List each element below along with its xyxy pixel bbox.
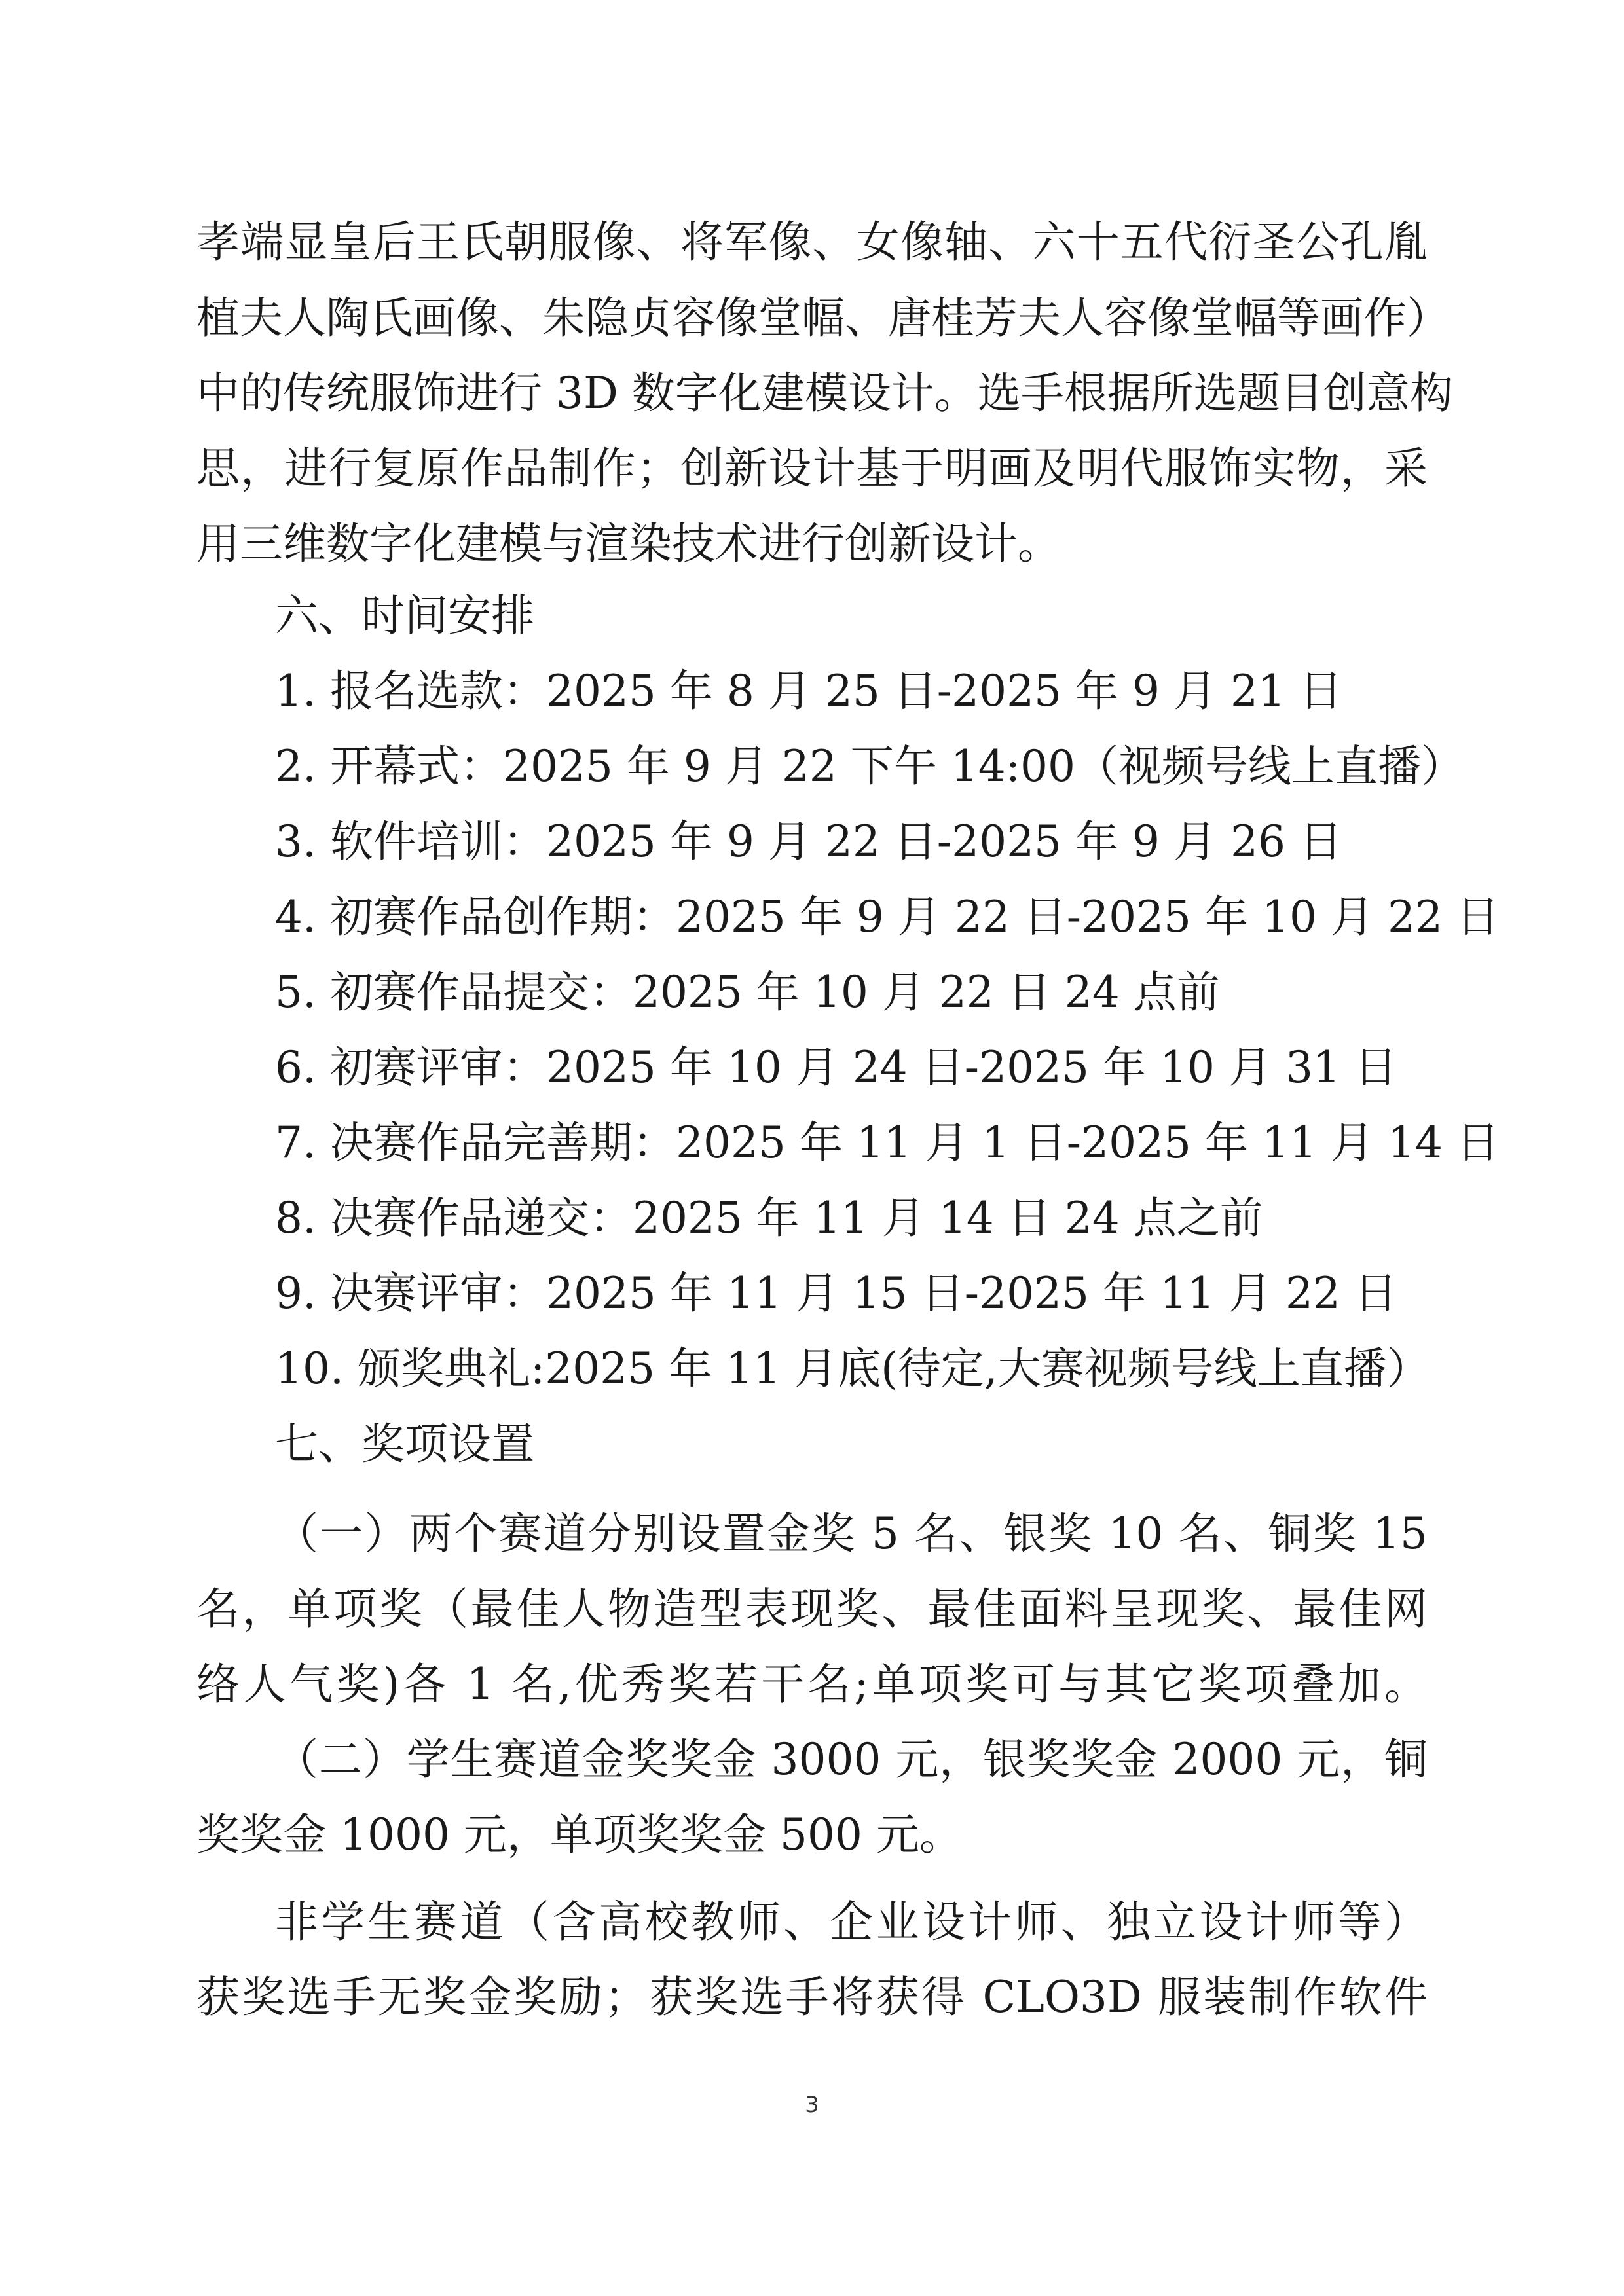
schedule-item: 8. 决赛作品递交：2025 年 11 月 14 日 24 点之前 — [275, 1193, 1263, 1243]
schedule-item: 6. 初赛评审：2025 年 10 月 24 日-2025 年 10 月 31 日 — [275, 1042, 1397, 1093]
paragraph-line: （二）学生赛道金奖奖金 3000 元，银奖奖金 2000 元，铜 — [275, 1734, 1428, 1785]
paragraph-line: 中的传统服饰进行 3D 数字化建模设计。选手根据所选题目创意构 — [196, 368, 1453, 418]
schedule-item: 4. 初赛作品创作期：2025 年 9 月 22 日-2025 年 10 月 22 日 — [275, 892, 1500, 942]
section-heading: 七、奖项设置 — [275, 1419, 534, 1469]
paragraph-line: 非学生赛道（含高校教师、企业设计师、独立设计师等） — [275, 1897, 1428, 1947]
paragraph-line: 孝端显皇后王氏朝服像、将军像、女像轴、六十五代衍圣公孔胤 — [196, 217, 1428, 267]
paragraph-line: 获奖选手无奖金奖励；获奖选手将获得 CLO3D 服装制作软件 — [196, 1972, 1428, 2022]
paragraph-line: 奖奖金 1000 元，单项奖奖金 500 元。 — [196, 1810, 963, 1860]
schedule-item: 1. 报名选款：2025 年 8 月 25 日-2025 年 9 月 21 日 — [275, 666, 1342, 716]
paragraph-line: 植夫人陶氏画像、朱隐贞容像堂幅、唐桂芳夫人容像堂幅等画作） — [196, 293, 1450, 343]
section-heading: 六、时间安排 — [275, 591, 534, 641]
schedule-item: 10. 颁奖典礼:2025 年 11 月底(待定,大赛视频号线上直播） — [275, 1343, 1430, 1394]
schedule-item: 7. 决赛作品完善期：2025 年 11 月 1 日-2025 年 11 月 14 日 — [275, 1118, 1500, 1168]
paragraph-line: 用三维数字化建模与渲染技术进行创新设计。 — [196, 519, 1061, 569]
paragraph-line: 思，进行复原作品制作；创新设计基于明画及明代服饰实物，采 — [196, 443, 1428, 494]
paragraph-line: 名，单项奖（最佳人物造型表现奖、最佳面料呈现奖、最佳网 — [196, 1584, 1428, 1634]
schedule-item: 9. 决赛评审：2025 年 11 月 15 日-2025 年 11 月 22 日 — [275, 1268, 1397, 1319]
schedule-item: 5. 初赛作品提交：2025 年 10 月 22 日 24 点前 — [275, 967, 1220, 1017]
paragraph-line: （一）两个赛道分别设置金奖 5 名、银奖 10 名、铜奖 15 — [275, 1508, 1428, 1559]
schedule-item: 2. 开幕式：2025 年 9 月 22 下午 14:00（视频号线上直播） — [275, 741, 1464, 792]
schedule-item: 3. 软件培训：2025 年 9 月 22 日-2025 年 9 月 26 日 — [275, 816, 1342, 867]
paragraph-line: 络人气奖)各 1 名,优秀奖若干名;单项奖可与其它奖项叠加。 — [196, 1659, 1428, 1709]
page-number: 3 — [805, 2092, 819, 2118]
